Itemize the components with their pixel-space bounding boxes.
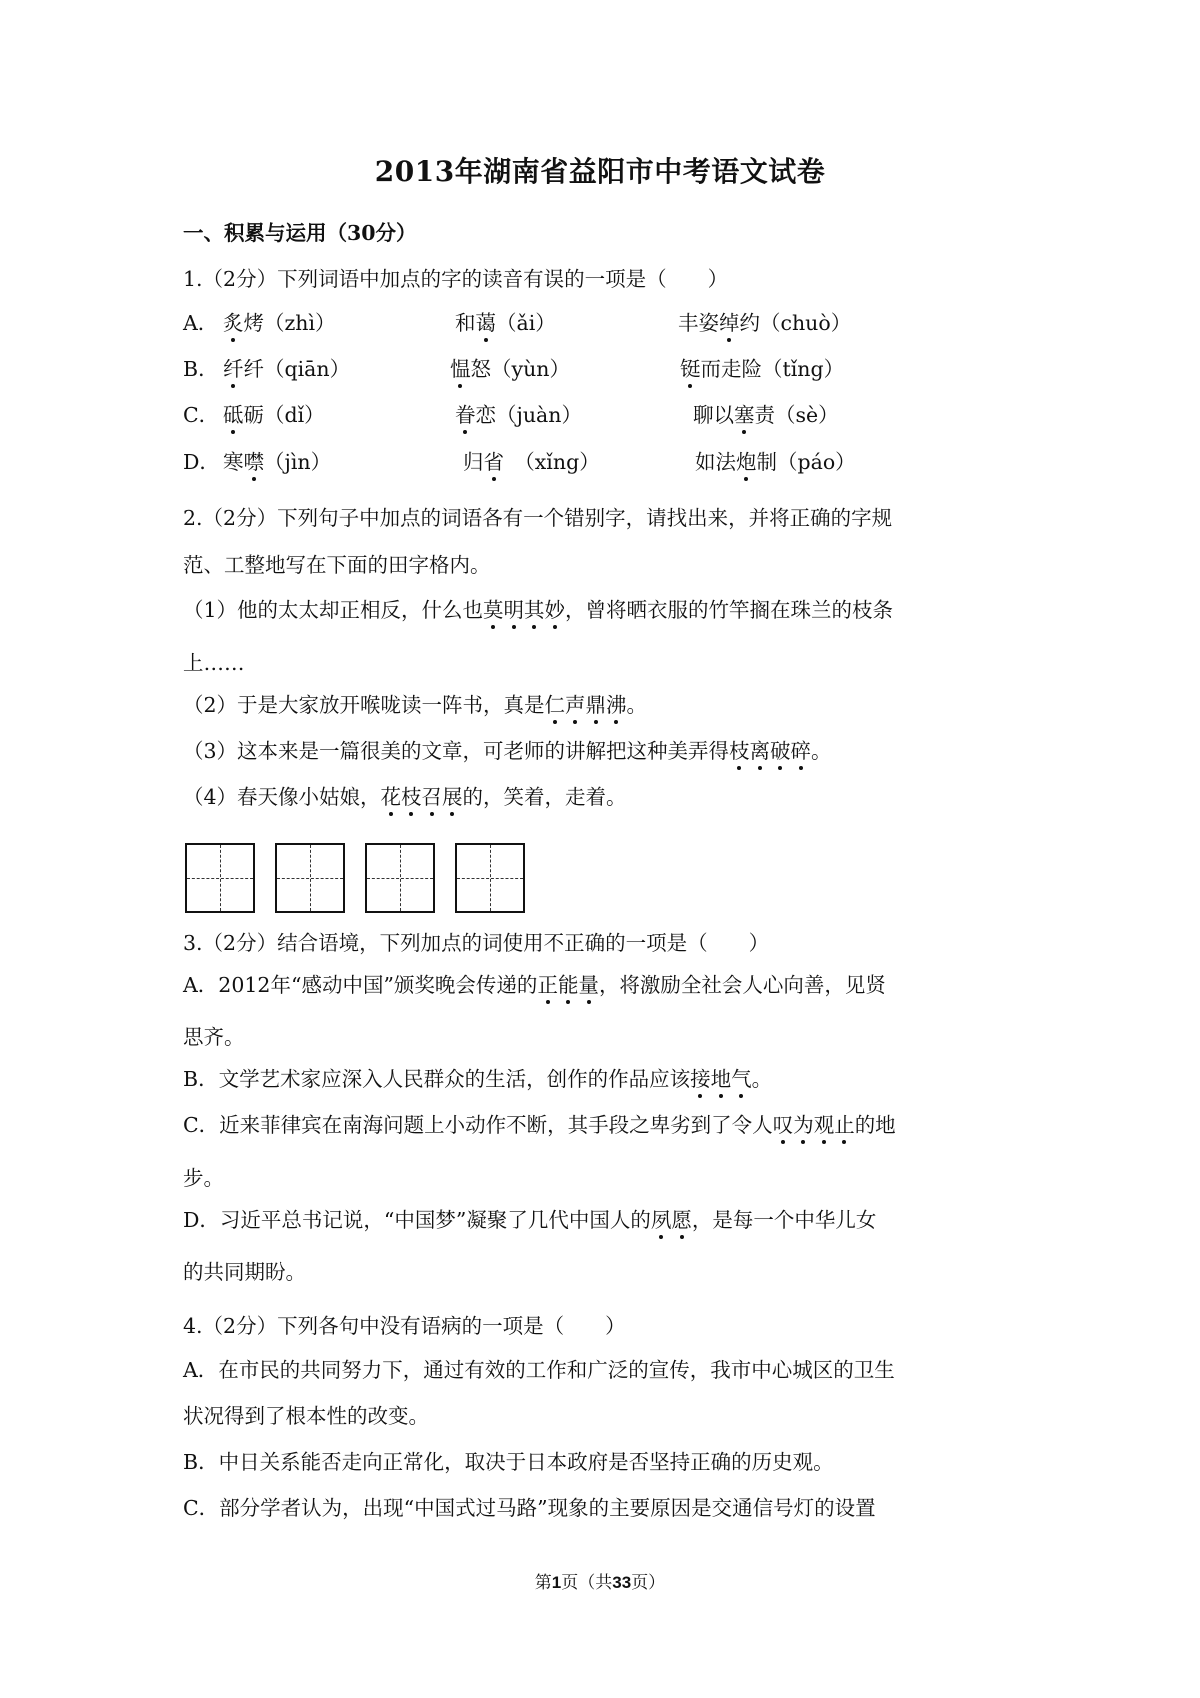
q2-sentence-2: （2）于是大家放开喉咙读一阵书，真是仁声鼎沸。 [183, 690, 647, 720]
q1-option-c [183, 400, 839, 430]
tian-zi-cell[interactable] [365, 843, 435, 913]
q3-option-d-cont: 的共同期盼。 [183, 1260, 306, 1284]
question-3-stem: 3.（2分）结合语境，下列加点的词使用不正确的一项是（ ） [183, 931, 770, 955]
tian-zi-grid[interactable] [185, 843, 525, 913]
option-label: C． [183, 403, 220, 427]
q1-a-item-3: 丰姿绰约（chuò） [678, 308, 851, 338]
question-1-stem: 1.（2分）下列词语中加点的字的读音有误的一项是（ ） [183, 267, 729, 291]
q3-option-d: D．习近平总书记说，“中国梦”凝聚了几代中国人的夙愿，是每一个中华儿女 [183, 1205, 876, 1235]
q1-c-item-1: 砥砺（dǐ） [223, 400, 325, 430]
tian-zi-cell[interactable] [455, 843, 525, 913]
option-label: B． [183, 357, 219, 381]
q1-c-item-2: 眷恋（juàn） [455, 400, 582, 430]
q3-option-c-cont: 步。 [183, 1166, 224, 1190]
q2-sentence-1-cont: 上…… [183, 651, 245, 675]
q1-option-b [183, 354, 845, 384]
q3-option-c: C．近来菲律宾在南海问题上小动作不断，其手段之卑劣到了令人叹为观止的地 [183, 1110, 896, 1140]
q3-option-a-cont: 思齐。 [183, 1025, 245, 1049]
q1-d-item-3: 如法炮制（páo） [695, 447, 856, 477]
q1-a-item-1: 炙烤（zhì） [223, 308, 336, 338]
q1-b-item-2: 愠怒（yùn） [450, 354, 570, 384]
tian-zi-cell[interactable] [275, 843, 345, 913]
q1-b-item-1: 纤纤（qiān） [223, 354, 350, 384]
q3-option-b: B．文学艺术家应深入人民群众的生活，创作的作品应该接地气。 [183, 1064, 772, 1094]
question-4-stem: 4.（2分）下列各句中没有语病的一项是（ ） [183, 1314, 626, 1338]
section-heading: 一、积累与运用（30分） [183, 221, 417, 245]
q1-d-item-1: 寒噤（jìn） [223, 447, 331, 477]
q1-c-item-3: 聊以塞责（sè） [693, 400, 839, 430]
q3-option-a: A．2012年“感动中国”颁奖晚会传递的正能量，将激励全社会人心向善，见贤 [183, 970, 886, 1000]
tian-zi-cell[interactable] [185, 843, 255, 913]
page-footer: 第1页（共33页） [534, 1573, 666, 1593]
option-label: A． [183, 311, 219, 335]
q4-option-a-line-1: A．在市民的共同努力下，通过有效的工作和广泛的宣传，我市中心城区的卫生 [183, 1358, 895, 1382]
q4-option-c: C．部分学者认为，出现“中国式过马路”现象的主要原因是交通信号灯的设置 [183, 1496, 876, 1520]
question-2-stem-line-2: 范、工整地写在下面的田字格内。 [183, 553, 491, 577]
q1-option-d [183, 447, 856, 477]
q4-option-a-line-2: 状况得到了根本性的改变。 [183, 1404, 429, 1428]
q2-sentence-1: （1）他的太太却正相反，什么也莫明其妙，曾将晒衣服的竹竿搁在珠兰的枝条 [183, 595, 893, 625]
page-number: 1 [551, 1573, 562, 1592]
option-label: D． [183, 450, 220, 474]
q4-option-b: B．中日关系能否走向正常化，取决于日本政府是否坚持正确的历史观。 [183, 1450, 834, 1474]
q1-b-item-3: 铤而走险（tǐng） [680, 354, 844, 384]
q2-sentence-4: （4）春天像小姑娘，花枝召展的，笑着，走着。 [183, 782, 627, 812]
question-2-stem-line-1: 2.（2分）下列句子中加点的词语各有一个错别字，请找出来，并将正确的字规 [183, 506, 893, 530]
q1-a-item-2: 和蔼（ǎi） [455, 308, 556, 338]
q1-option-a [183, 308, 852, 338]
page-total: 33 [612, 1573, 632, 1592]
q1-d-item-2: 归省 （xǐng） [463, 447, 600, 477]
q2-sentence-3: （3）这本来是一篇很美的文章，可老师的讲解把这种美弄得枝离破碎。 [183, 736, 832, 766]
document-title: 2013年湖南省益阳市中考语文试卷 [374, 155, 826, 188]
